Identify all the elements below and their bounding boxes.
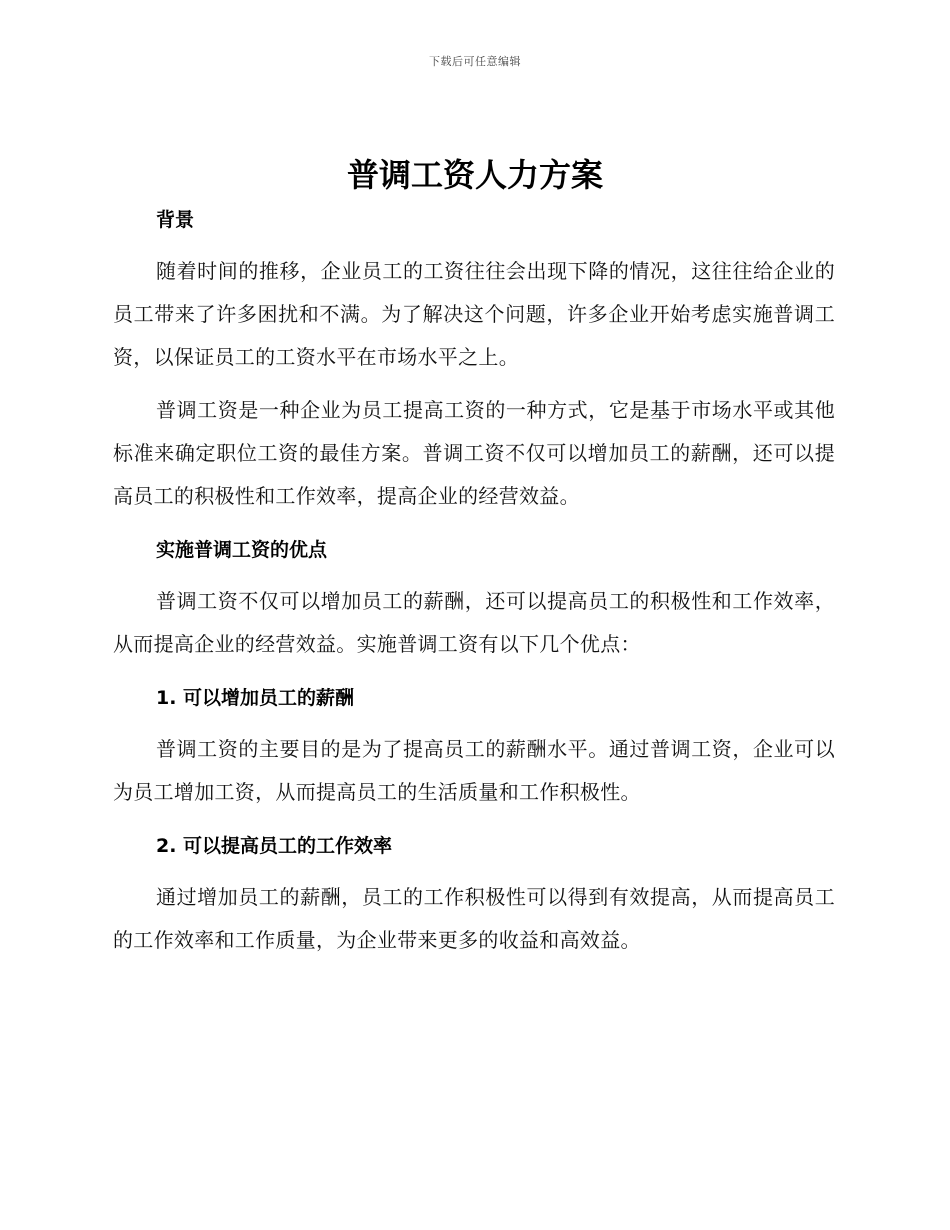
document-title: 普调工资人力方案: [346, 156, 603, 194]
page-header: 下载后可任意编辑: [429, 55, 521, 68]
section-heading-background: 背景: [156, 209, 195, 231]
section-heading-advantages: 实施普调工资的优点: [156, 539, 328, 561]
document-body: [113, 198, 835, 972]
paragraph-point-2: 通过增加员工的薪酬，员工的工作积极性可以得到有效提高，从而提高员工的工作效率和工作质量，为企业带来更多的收益和高效益。: [113, 885, 835, 952]
paragraph-point-1: 普调工资的主要目的是为了提高员工的薪酬水平。通过普调工资，企业可以为员工增加工资，从而提高员工的生活质量和工作积极性。: [113, 737, 835, 804]
paragraph-background-1: 随着时间的推移，企业员工的工资往往会出现下降的情况，这往往给企业的员工带来了许多困扰和不满。为了解决这个问题，许多企业开始考虑实施普调工资，以保证员工的工资水平在市场水平之上。: [113, 259, 835, 369]
paragraph-background-2: 普调工资是一种企业为员工提高工资的一种方式，它是基于市场水平或其他标准来确定职位工资的最佳方案。普调工资不仅可以增加员工的薪酬，还可以提高员工的积极性和工作效率，提高企业的经营效益。: [113, 398, 835, 508]
paragraph-advantages: 普调工资不仅可以增加员工的薪酬，还可以提高员工的积极性和工作效率，从而提高企业的经营效益。实施普调工资有以下几个优点：: [113, 589, 835, 656]
subheading-point-1: 1. 可以增加员工的薪酬: [156, 687, 355, 709]
subheading-point-2: 2. 可以提高员工的工作效率: [156, 835, 393, 857]
